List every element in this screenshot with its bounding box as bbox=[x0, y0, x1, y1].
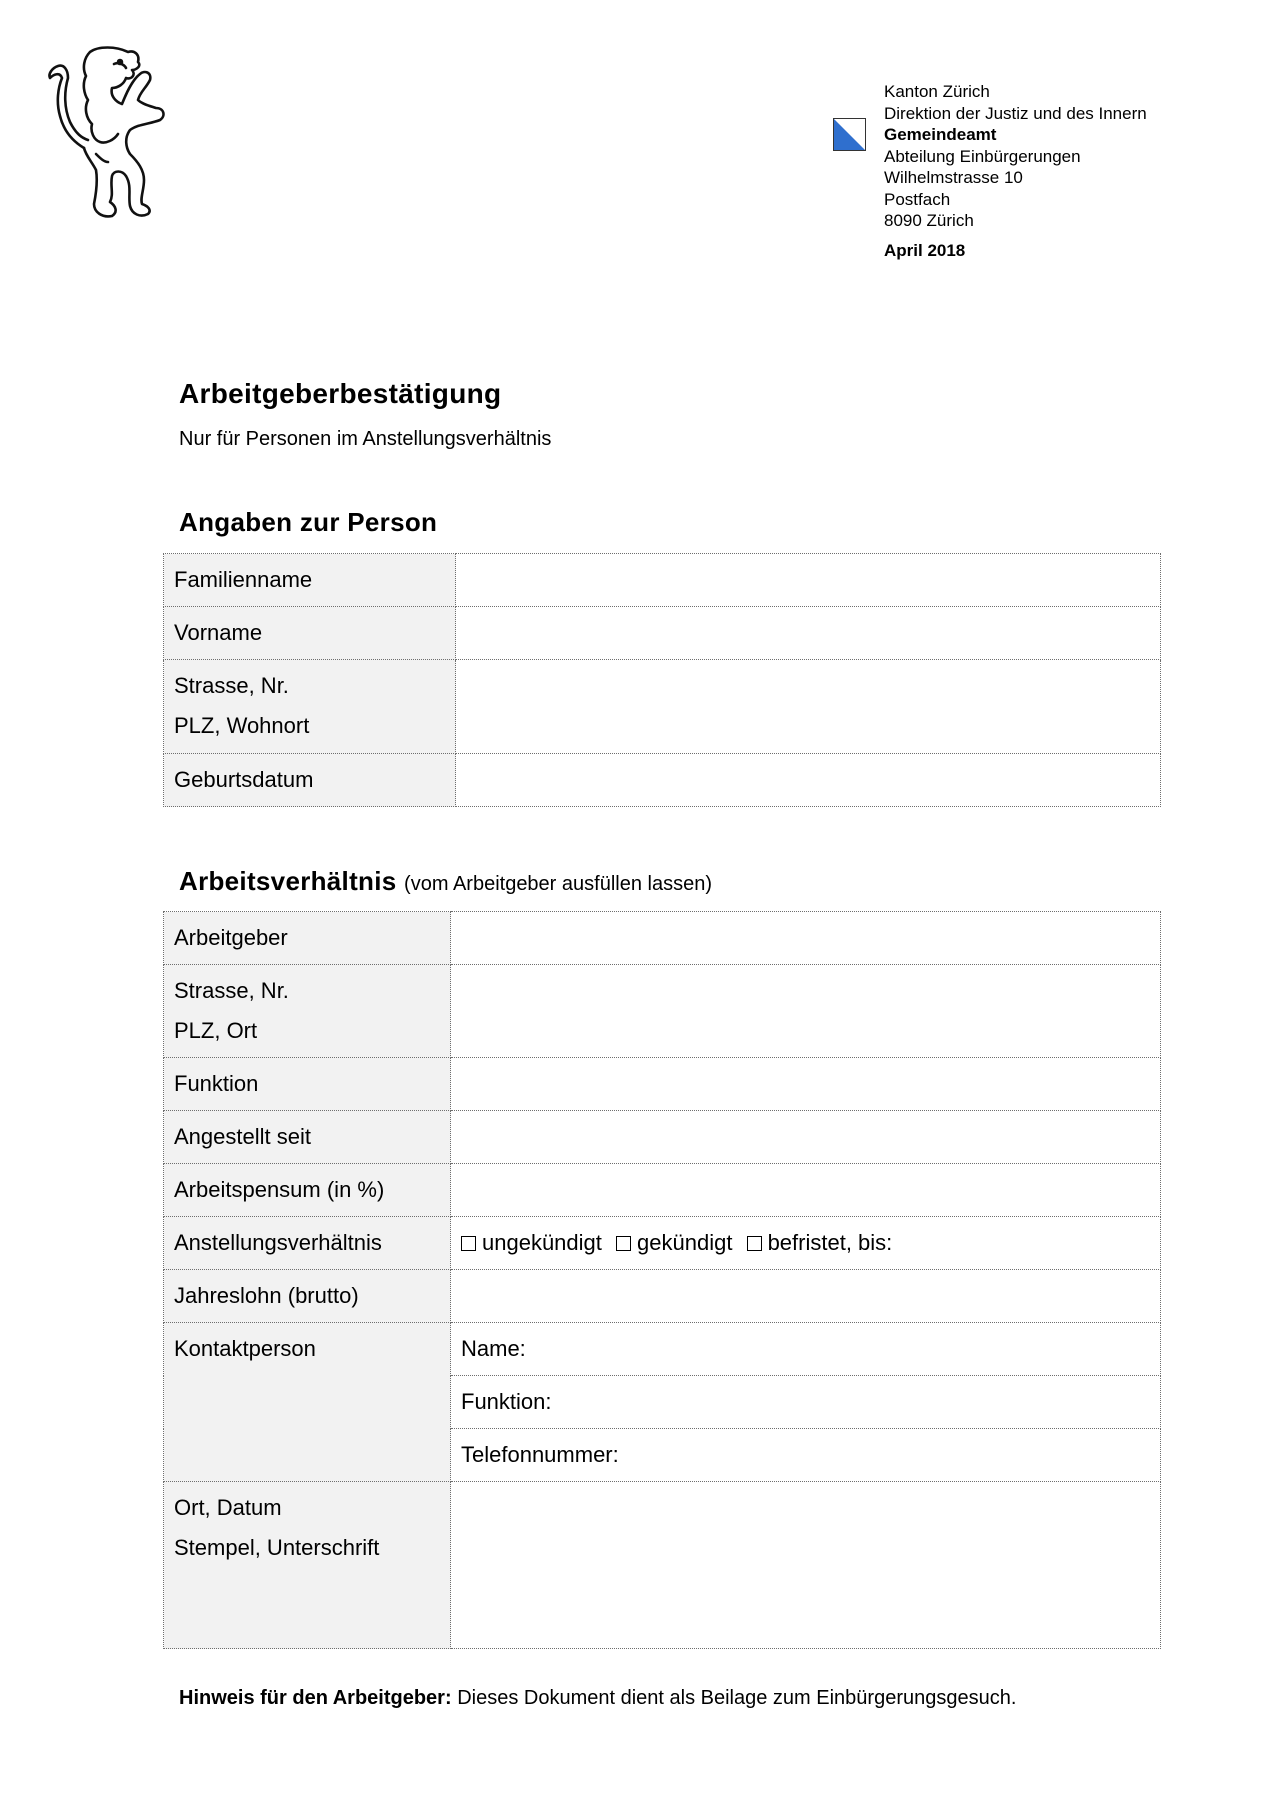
label-street: Strasse, Nr. bbox=[174, 673, 289, 698]
table-row bbox=[164, 754, 1161, 807]
option-fixed-term[interactable] bbox=[747, 1230, 893, 1255]
field-label-family-name: Familienname bbox=[164, 554, 456, 607]
field-label-function: Funktion bbox=[164, 1058, 451, 1111]
option-label: befristet, bis: bbox=[767, 1230, 893, 1255]
field-label-signature bbox=[164, 1482, 451, 1649]
sender-department: Abteilung Einbürgerungen bbox=[884, 146, 1081, 166]
employer-hint bbox=[179, 1687, 1016, 1710]
field-label-birthdate: Geburtsdatum bbox=[164, 754, 456, 807]
zurich-flag-icon bbox=[833, 118, 866, 151]
signature-field[interactable] bbox=[451, 1482, 1161, 1649]
employer-address-field[interactable] bbox=[451, 965, 1161, 1058]
section-heading-employment bbox=[179, 866, 712, 897]
hint-label: Hinweis für den Arbeitgeber: bbox=[179, 1687, 452, 1709]
person-table bbox=[163, 553, 1161, 807]
checkbox-fixed-term[interactable] bbox=[747, 1236, 762, 1251]
option-label: gekündigt bbox=[637, 1230, 733, 1255]
table-row bbox=[164, 1111, 1161, 1164]
employment-status-options bbox=[451, 1217, 1161, 1270]
annual-salary-field[interactable] bbox=[451, 1270, 1161, 1323]
table-row bbox=[164, 1217, 1161, 1270]
hint-text: Dieses Dokument dient als Beilage zum Einbürgerungsgesuch. bbox=[451, 1687, 1017, 1709]
label-place-date: Ort, Datum bbox=[174, 1495, 282, 1520]
function-field[interactable] bbox=[451, 1058, 1161, 1111]
field-label-employment-status: Anstellungsverhältnis bbox=[164, 1217, 451, 1270]
table-row bbox=[164, 1482, 1161, 1649]
employer-field[interactable] bbox=[451, 912, 1161, 965]
label-zip-city: PLZ, Wohnort bbox=[174, 713, 310, 738]
label-zip-city: PLZ, Ort bbox=[174, 1018, 258, 1043]
field-label-employer-address bbox=[164, 965, 451, 1058]
zurich-lion-logo-icon bbox=[40, 44, 176, 226]
table-row bbox=[164, 1323, 1161, 1376]
sender-street: Wilhelmstrasse 10 bbox=[884, 168, 1023, 187]
workload-field[interactable] bbox=[451, 1164, 1161, 1217]
page-subtitle: Nur für Personen im Anstellungsverhältnis bbox=[179, 428, 552, 450]
section-heading-employment-title: Arbeitsverhältnis bbox=[179, 866, 397, 896]
option-label: ungekündigt bbox=[482, 1230, 602, 1255]
table-row bbox=[164, 912, 1161, 965]
option-terminated[interactable] bbox=[616, 1230, 732, 1255]
sender-directorate: Direktion der Justiz und des Innern bbox=[884, 103, 1147, 123]
first-name-field[interactable] bbox=[456, 607, 1161, 660]
section-heading-employment-note: (vom Arbeitgeber ausfüllen lassen) bbox=[404, 873, 712, 895]
page-title: Arbeitgeberbestätigung bbox=[179, 378, 502, 409]
address-field[interactable] bbox=[456, 660, 1161, 754]
table-row bbox=[164, 1058, 1161, 1111]
field-label-employed-since: Angestellt seit bbox=[164, 1111, 451, 1164]
table-row bbox=[164, 1164, 1161, 1217]
contact-phone-field[interactable]: Telefonnummer: bbox=[451, 1429, 1161, 1482]
field-label-address bbox=[164, 660, 456, 754]
field-label-workload: Arbeitspensum (in %) bbox=[164, 1164, 451, 1217]
sender-city: 8090 Zürich bbox=[884, 211, 974, 230]
employment-table bbox=[163, 911, 1161, 1649]
table-row bbox=[164, 1270, 1161, 1323]
table-row bbox=[164, 965, 1161, 1058]
document-date: April 2018 bbox=[884, 240, 966, 260]
field-label-employer: Arbeitgeber bbox=[164, 912, 451, 965]
birthdate-field[interactable] bbox=[456, 754, 1161, 807]
sender-office: Gemeindeamt bbox=[884, 125, 997, 144]
family-name-field[interactable] bbox=[456, 554, 1161, 607]
section-heading-person: Angaben zur Person bbox=[179, 507, 438, 537]
field-label-first-name: Vorname bbox=[164, 607, 456, 660]
table-row bbox=[164, 607, 1161, 660]
field-label-contact-person: Kontaktperson bbox=[164, 1323, 451, 1482]
table-row bbox=[164, 554, 1161, 607]
label-street: Strasse, Nr. bbox=[174, 978, 289, 1003]
contact-function-field[interactable]: Funktion: bbox=[451, 1376, 1161, 1429]
sender-pobox: Postfach bbox=[884, 189, 951, 209]
field-label-annual-salary: Jahreslohn (brutto) bbox=[164, 1270, 451, 1323]
option-not-terminated[interactable] bbox=[461, 1230, 602, 1255]
label-stamp-signature: Stempel, Unterschrift bbox=[174, 1535, 380, 1560]
sender-canton: Kanton Zürich bbox=[884, 82, 990, 101]
table-row bbox=[164, 660, 1161, 754]
checkbox-terminated[interactable] bbox=[616, 1236, 631, 1251]
employed-since-field[interactable] bbox=[451, 1111, 1161, 1164]
checkbox-not-terminated[interactable] bbox=[461, 1236, 476, 1251]
sender-address bbox=[884, 81, 1147, 261]
contact-name-field[interactable]: Name: bbox=[451, 1323, 1161, 1376]
